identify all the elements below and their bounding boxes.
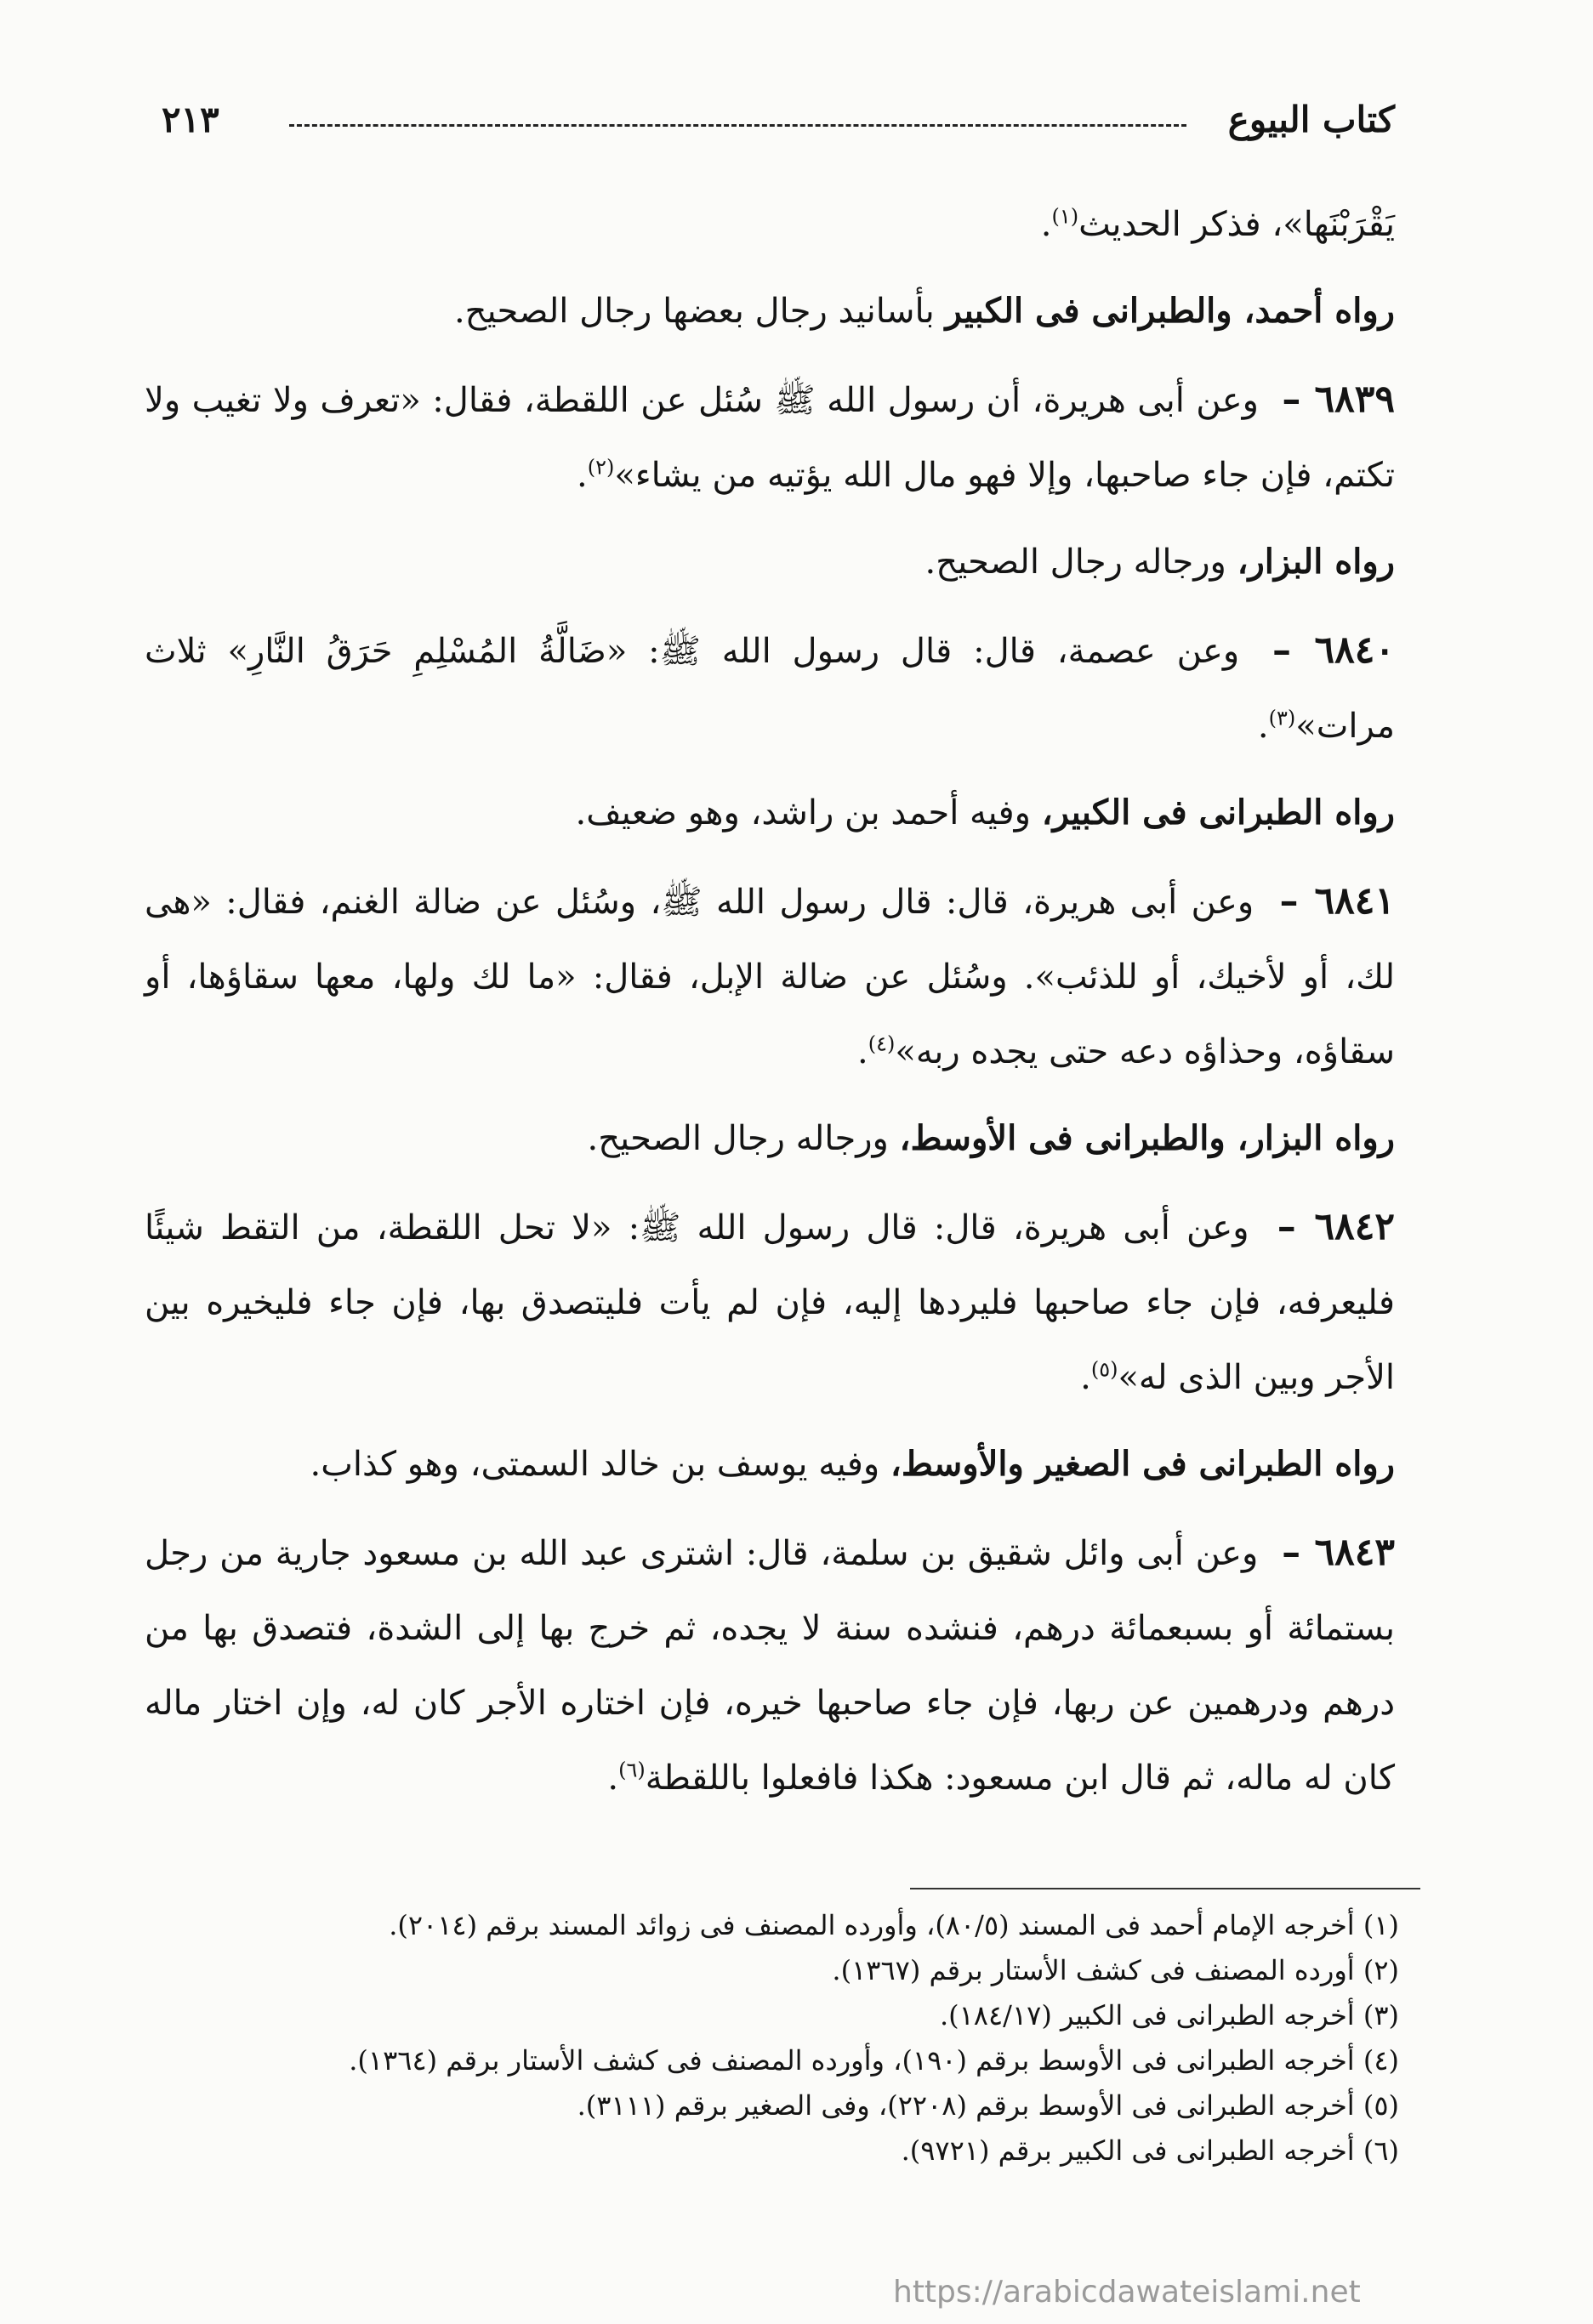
continuation-text: يَقْرَبْنَها»، فذكر الحديث	[1078, 205, 1395, 244]
hadith-6842: ٦٨٤٢ – وعن أبى هريرة، قال: قال رسول الله ﷺ: «لا تحل اللقطة، من التقط شيئًا فليعرفه، فإن جاء صاحبها فليردها إليه، فإن لم يأت فليتصدق بها، فإن جاء فليخيره بين الأجر وبين الذى له»$^{(٥)}$.	[145, 1205, 1395, 1397]
footnote-marker: (٤)	[868, 1031, 896, 1056]
footnotes	[145, 1903, 1399, 2173]
continuation-line: يَقْرَبْنَها»، فذكر الحديث$^{(١)}$.	[1040, 204, 1395, 244]
source-text: وفيه يوسف بن خالد السمتى، وهو كذاب.	[310, 1445, 890, 1484]
hadith-number: ٦٨٤٣ –	[1282, 1531, 1395, 1574]
source-text: بأسانيد رجال بعضها رجال الصحيح.	[453, 292, 946, 331]
source-note	[145, 1427, 1395, 1502]
source-note	[145, 1101, 1395, 1176]
source-bold: رواه الطبرانى فى الكبير،	[1041, 793, 1395, 832]
hadith-6843: ٦٨٤٣ – وعن أبى وائل شقيق بن سلمة، قال: اشترى عبد الله بن مسعود جارية من رجل بستمائة أو بسبعمائة درهم، فنشده سنة لا يجده، ثم خرج بها إلى الشدة، فتصدق بها من درهم ودرهمين عن ربها، فإن جاء صاحبها خيره، فإن اختاره الأجر كان له، وإن اختار ماله كان له ماله، ثم قال ابن مسعود: هكذا فافعلوا باللقطة$^{(٦)}$.	[145, 1531, 1395, 1798]
footnote-2: (٢) أورده المصنف فى كشف الأستار برقم (١٣٦٧).	[832, 1954, 1399, 1986]
footnote-marker: (٥)	[1090, 1357, 1118, 1382]
page-body	[145, 187, 1395, 1815]
source-bold: رواه أحمد، والطبرانى فى الكبير	[945, 291, 1395, 331]
source-text: وفيه أحمد بن راشد، وهو ضعيف.	[575, 793, 1042, 832]
hadith-text: وعن أبى وائل شقيق بن سلمة، قال: اشترى عبد الله بن مسعود جارية من رجل بستمائة أو بسبعمائة درهم، فنشده سنة لا يجده، ثم خرج بها إلى الشدة، فتصدق بها من درهم ودرهمين عن ربها، فإن جاء صاحبها خيره، فإن اختاره الأجر كان له، وإن اختار ماله كان له ماله، ثم قال ابن مسعود: هكذا فافعلوا باللقطة	[145, 1534, 1395, 1798]
source-note	[145, 274, 1395, 349]
source-text: ورجاله رجال الصحيح.	[925, 543, 1237, 582]
source-note	[145, 525, 1395, 599]
hadith-number: ٦٨٤٢ –	[1277, 1205, 1395, 1248]
source-text: ورجاله رجال الصحيح.	[587, 1119, 900, 1158]
hadith-6839: ٦٨٣٩ – وعن أبى هريرة، أن رسول الله ﷺ سُئل عن اللقطة، فقال: «تعرف ولا تغيب ولا تكتم، فإن جاء صاحبها، وإلا فهو مال الله يؤتيه من يشاء»$^{(٢)}$.	[145, 378, 1395, 495]
footnote-marker: (٦)	[618, 1758, 646, 1782]
footnote-6: (٦) أخرجه الطبرانى فى الكبير برقم (٩٧٢١).	[901, 2134, 1399, 2167]
footnote-5: (٥) أخرجه الطبرانى فى الأوسط برقم (٢٢٠٨)، وفى الصغير برقم (٣١١١).	[577, 2089, 1399, 2122]
source-bold: رواه البزار، والطبرانى فى الأوسط،	[899, 1118, 1395, 1158]
hadith-text: وعن أبى هريرة، أن رسول الله ﷺ سُئل عن اللقطة، فقال: «تعرف ولا تغيب ولا تكتم، فإن جاء صاحبها، وإلا فهو مال الله يؤتيه من يشاء»	[145, 381, 1395, 495]
hadith-6841: ٦٨٤١ – وعن أبى هريرة، قال: قال رسول الله ﷺ، وسُئل عن ضالة الغنم، فقال: «هى لك، أو لأخيك، أو للذئب». وسُئل عن ضالة الإبل، فقال: «ما لك ولها، معها سقاؤها، أو سقاؤه، وحذاؤه دعه حتى يجده ربه»$^{(٤)}$.	[145, 879, 1395, 1071]
hadith-6840: ٦٨٤٠ – وعن عصمة، قال: قال رسول الله ﷺ: «ضَالَّةُ المُسْلِمِ حَرَقُ النَّارِ» ثلاث مرات»$^{(٣)}$.	[145, 628, 1395, 746]
footnote-1: (١) أخرجه الإمام أحمد فى المسند (٨٠/٥)، وأورده المصنف فى زوائد المسند برقم (٢٠١٤).	[389, 1909, 1399, 1941]
watermark-url: https://arabicdawateislami.net	[893, 2275, 1361, 2310]
source-bold: رواه البزار،	[1237, 542, 1395, 582]
hadith-text: وعن عصمة، قال: قال رسول الله ﷺ: «ضَالَّةُ المُسْلِمِ حَرَقُ النَّارِ» ثلاث مرات»	[145, 632, 1395, 746]
footnote-marker: (٢)	[587, 455, 615, 480]
footnote-marker: (٣)	[1268, 706, 1296, 730]
footnote-separator	[910, 1888, 1420, 1889]
source-bold: رواه الطبرانى فى الصغير والأوسط،	[890, 1444, 1395, 1484]
hadith-number: ٦٨٣٩ –	[1282, 378, 1395, 421]
hadith-number: ٦٨٤٠ –	[1272, 628, 1395, 672]
header-dashed-rule	[289, 124, 1186, 127]
running-header	[162, 95, 1395, 155]
hadith-number: ٦٨٤١ –	[1279, 879, 1395, 923]
source-note	[145, 776, 1395, 850]
footnote-marker: (١)	[1051, 204, 1079, 229]
hadith-text: وعن أبى هريرة، قال: قال رسول الله ﷺ، وسُئل عن ضالة الغنم، فقال: «هى لك، أو لأخيك، أو للذئب». وسُئل عن ضالة الإبل، فقال: «ما لك ولها، معها سقاؤها، أو سقاؤه، وحذاؤه دعه حتى يجده ربه»	[145, 883, 1395, 1071]
book-title: كتاب البيوع	[1227, 99, 1395, 140]
footnote-3: (٣) أخرجه الطبرانى فى الكبير (١٨٤/١٧).	[939, 1999, 1399, 2031]
page-number: ٢١٣	[162, 99, 219, 140]
hadith-text: وعن أبى هريرة، قال: قال رسول الله ﷺ: «لا تحل اللقطة، من التقط شيئًا فليعرفه، فإن جاء صاحبها فليردها إليه، فإن لم يأت فليتصدق بها، فإن جاء فليخيره بين الأجر وبين الذى له»	[145, 1208, 1395, 1397]
footnote-4: (٤) أخرجه الطبرانى فى الأوسط برقم (١٩٠)، وأورده المصنف فى كشف الأستار برقم (١٣٦٤).	[349, 2044, 1399, 2077]
